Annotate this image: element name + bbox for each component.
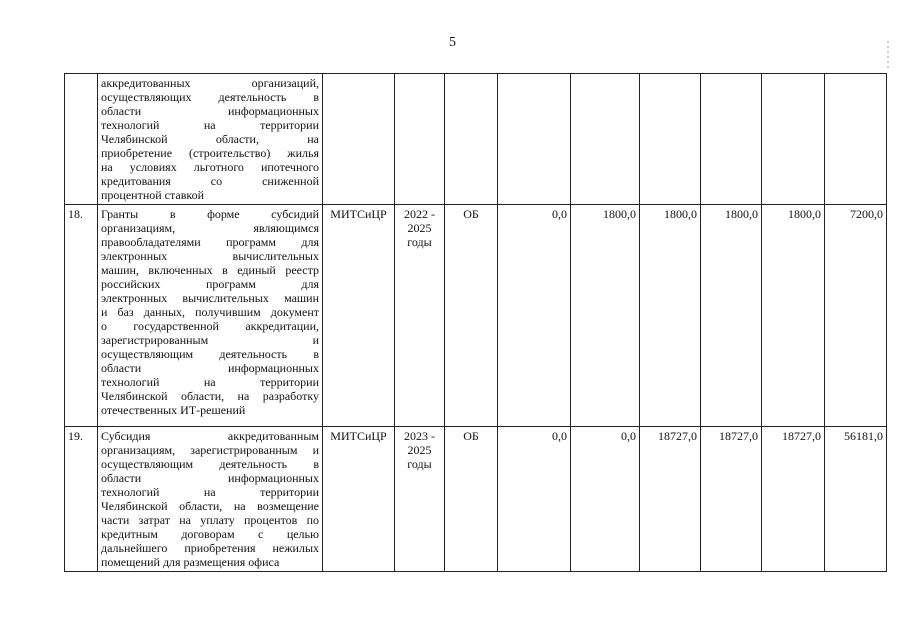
description-line: помещений для размещения офиса [101,555,280,569]
description-line: электронных вычислительных машин [101,291,319,305]
year-value-cell: 0,0 [571,427,640,572]
table-body [65,74,887,572]
table-row [65,427,887,572]
description-line: приобретение (строительство) жилья [101,146,319,160]
description-line: организациям, являющимся [101,221,319,235]
description-line: дальнейшего приобретения нежилых [101,541,319,555]
total-value-cell: 56181,0 [825,427,887,572]
table-row [65,74,887,205]
table-row [65,205,887,427]
page-number: 5 [449,35,456,50]
description-line: организациям, зарегистрированным и [101,443,319,457]
row-number-cell: 18. [65,205,98,427]
description-line: технологий на территории [101,375,319,389]
description-line: технологий на территории [101,118,319,132]
executor-cell: МИТСиЦР [323,205,395,427]
description-cell [98,74,323,205]
year-value-cell [701,74,762,205]
year-value-cell: 18727,0 [701,427,762,572]
year-value-cell [640,74,701,205]
year-value-cell: 1800,0 [701,205,762,427]
row-number-cell [65,74,98,205]
year-value-cell [571,74,640,205]
description-line: осуществляющих деятельность в [101,90,319,104]
description-line: осуществляющим деятельность в [101,457,319,471]
period-cell [395,427,445,572]
description-line: на условиях льготного ипотечного [101,160,319,174]
funding-source-cell: ОБ [445,205,498,427]
description-cell [98,427,323,572]
row-number-cell: 19. [65,427,98,572]
period-cell [395,205,445,427]
description-line: процентной ставкой [101,188,205,202]
description-line: Челябинской области, на [101,132,319,146]
period-text: годы [407,457,432,471]
period-text: годы [407,235,432,249]
funding-source-cell [445,74,498,205]
description-line: и баз данных, получившим документ [101,305,319,319]
year-value-cell: 0,0 [498,205,571,427]
description-line: части затрат на уплату процентов по [101,513,319,527]
description-line: кредитования со сниженной [101,174,319,188]
description-line: зарегистрированным и [101,333,319,347]
year-value-cell: 0,0 [498,427,571,572]
year-value-cell [498,74,571,205]
description-line: области информационных [101,471,319,485]
period-text: 2023 - [404,429,435,443]
executor-cell: МИТСиЦР [323,427,395,572]
description-line: машин, включенных в единый реестр [101,263,319,277]
description-line: о государственной аккредитации, [101,319,319,333]
description-line: осуществляющим деятельность в [101,347,319,361]
year-value-cell [762,74,825,205]
description-line: Гранты в форме субсидий [101,207,319,221]
description-line: электронных вычислительных [101,249,319,263]
description-line: отечественных ИТ-решений [101,403,246,417]
description-line: области информационных [101,361,319,375]
description-line: области информационных [101,104,319,118]
program-activities-table [64,73,887,572]
year-value-cell: 18727,0 [640,427,701,572]
period-cell [395,74,445,205]
period-text: 2025 [407,443,432,457]
description-line: российских программ для [101,277,319,291]
description-line: аккредитованных организаций, [101,76,319,90]
executor-cell [323,74,395,205]
year-value-cell: 1800,0 [640,205,701,427]
total-value-cell: 7200,0 [825,205,887,427]
total-value-cell [825,74,887,205]
description-line: Субсидия аккредитованным [101,429,319,443]
description-line: кредитным договорам с целью [101,527,319,541]
description-line: Челябинской области, на возмещение [101,499,319,513]
funding-source-cell: ОБ [445,427,498,572]
year-value-cell: 1800,0 [571,205,640,427]
year-value-cell: 1800,0 [762,205,825,427]
description-line: Челябинской области, на разработку [101,389,319,403]
period-text: 2022 - [404,207,435,221]
description-line: технологий на территории [101,485,319,499]
description-cell [98,205,323,427]
period-text: 2025 [407,221,432,235]
description-line: правообладателями программ для [101,235,319,249]
year-value-cell: 18727,0 [762,427,825,572]
